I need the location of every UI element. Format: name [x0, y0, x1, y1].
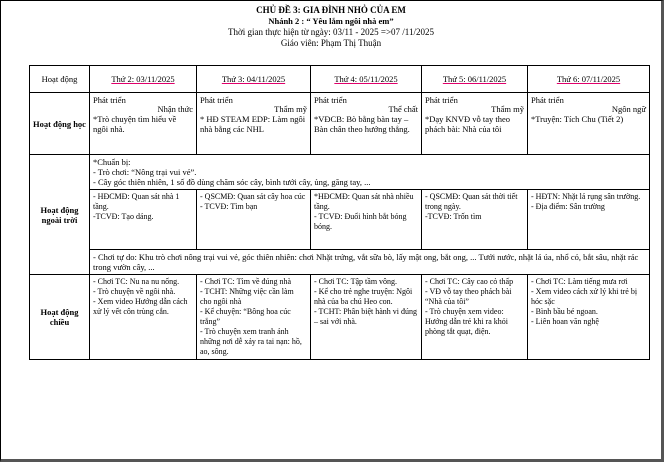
- theme-title: CHỦ ĐỀ 3: GIA ĐÌNH NHỎ CỦA EM: [256, 5, 406, 15]
- study-cell-friday: [528, 93, 650, 155]
- outdoor-cell-wednesday: [311, 190, 422, 250]
- subdomain-label: Nhận thức: [157, 104, 193, 114]
- outdoor-line: - TCVĐ: Tìm bạn: [200, 202, 258, 211]
- teacher-name: Giáo viên: Phạm Thị Thuận: [280, 38, 382, 48]
- afternoon-line: - Trò chuyện xem video: Hướng dẫn trẻ khi ra khỏi phòng tắt quạt, điện.: [425, 307, 508, 336]
- afternoon-line: - Chơi TC: Tập tầm vông.: [314, 277, 398, 286]
- activity-text: * HĐ STEAM EDP: Làm ngôi nhà bằng các NHL: [200, 114, 306, 134]
- outdoor-line: -TCVĐ: Tạo dáng.: [93, 212, 154, 221]
- domain-label: Phát triển: [314, 95, 347, 105]
- outdoor-line: -TCVĐ: Trốn tìm: [425, 212, 482, 221]
- afternoon-line: - TCHT: Những việc cần làm cho ngôi nhà: [200, 287, 294, 306]
- branch-title: Nhánh 2 : “ Yêu lắm ngôi nhà em”: [268, 16, 394, 26]
- outdoor-line: - QSCMĐ: Quan sát cây hoa cúc: [200, 192, 306, 201]
- afternoon-line: - TCHT: Phân biệt hành vi đúng – sai với nhà.: [314, 307, 417, 326]
- afternoon-line: - Trò chuyện xem tranh ảnh những nơi dễ xảy ra tai nạn: hồ, ao, sông.: [200, 327, 302, 356]
- afternoon-cell-tuesday: [197, 275, 311, 360]
- outdoor-prep-row: [30, 155, 650, 190]
- outdoor-cell-friday: [528, 190, 650, 250]
- outdoor-line: *HĐCMĐ: Quan sát nhà nhiều tầng.: [314, 192, 414, 211]
- time-range: Thời gian thực hiện từ ngày: 03/11 - 2025 =>07 /11/2025: [228, 27, 434, 37]
- subdomain-label: Thể chất: [388, 104, 418, 114]
- subdomain-label: Thẩm mỹ: [491, 104, 524, 114]
- day-wednesday: Thứ 4: 05/11/2025: [311, 66, 422, 93]
- domain-label: Phát triển: [200, 95, 233, 105]
- afternoon-line: - Xem video cách xử lý khi trẻ bị hóc sặc: [531, 287, 638, 306]
- afternoon-line: - Kể cho trẻ nghe truyện: Ngôi nhà của ba chú Heo con.: [314, 287, 413, 306]
- document-header: [1, 1, 661, 49]
- row-label-afternoon: Hoạt động chiều: [30, 275, 90, 360]
- activity-text: *Truyện: Tích Chu (Tiết 2): [531, 114, 624, 124]
- outdoor-cell-thursday: [422, 190, 528, 250]
- row-label-study: Hoạt động học: [30, 93, 90, 155]
- outdoor-activity-row: [30, 190, 650, 250]
- afternoon-line: - Chơi TC: Làm tiếng mưa rơi: [531, 277, 628, 286]
- afternoon-cell-friday: [528, 275, 650, 360]
- afternoon-line: - Kể chuyện: “Bông hoa cúc trắng”: [200, 307, 291, 326]
- domain-label: Phát triển: [531, 95, 564, 105]
- outdoor-free-row: [30, 250, 650, 275]
- afternoon-line: - Chơi TC: Cây cao cỏ thấp: [425, 277, 514, 286]
- outdoor-line: - HĐTN: Nhặt lá rụng sân trường.: [531, 192, 641, 201]
- table-header-row: [30, 66, 650, 93]
- day-tuesday: Thứ 3: 04/11/2025: [197, 66, 311, 93]
- afternoon-cell-monday: [90, 275, 197, 360]
- subdomain-label: Ngôn ngữ: [611, 104, 646, 114]
- free-play-cell: - Chơi tự do: Khu trò chơi nông trại vui vẻ, góc thiên nhiên: chơi Nhặt trứng, vắt sữa bò, lấy mật ong, bắt ong, ... Tưới nước, nhặt lá úa, nhổ cỏ, bắt sâu, nhặt rác trong vườn cây, ...: [90, 250, 650, 275]
- outdoor-cell-monday: [90, 190, 197, 250]
- afternoon-cell-thursday: [422, 275, 528, 360]
- activity-text: *VĐCB: Bò bằng bàn tay – Bàn chân theo hướng thẳng.: [314, 114, 410, 134]
- study-cell-monday: [90, 93, 197, 155]
- afternoon-line: - Chơi TC: Tìm về đúng nhà: [200, 277, 292, 286]
- afternoon-row: [30, 275, 650, 360]
- domain-label: Phát triển: [425, 95, 458, 105]
- study-cell-tuesday: [197, 93, 311, 155]
- study-row: [30, 93, 650, 155]
- afternoon-line: - Xem video Hướng dẫn cách xử lý vết côn trùng cắn.: [93, 297, 188, 316]
- outdoor-line: - TCVĐ: Đuổi hình bắt bóng bóng.: [314, 212, 407, 231]
- afternoon-line: - Trò chuyện về ngôi nhà.: [93, 287, 176, 296]
- afternoon-cell-wednesday: [311, 275, 422, 360]
- col-activity: Hoạt động: [30, 66, 90, 93]
- prep-line: *Chuẩn bị:: [93, 157, 131, 167]
- row-label-outdoor: Hoạt động ngoài trời: [30, 155, 90, 275]
- domain-label: Phát triển: [93, 95, 126, 105]
- prep-line: - Trò chơi: “Nông trại vui vẻ”.: [93, 167, 197, 177]
- outdoor-prep-cell: [90, 155, 650, 190]
- afternoon-line: - VĐ vỗ tay theo phách bài “Nhà của tôi”: [425, 287, 512, 306]
- day-monday: Thứ 2: 03/11/2025: [90, 66, 197, 93]
- outdoor-line: - HĐCMĐ: Quan sát nhà 1 tầng.: [93, 192, 180, 211]
- prep-line: - Cây góc thiên nhiên, 1 số đồ dùng chăm sóc cây, bình tưới cây, ủng, găng tay, ...: [93, 177, 371, 187]
- activity-text: *Dạy KNVĐ vỗ tay theo phách bài: Nhà của tôi: [425, 114, 510, 134]
- activity-text: *Trò chuyện tìm hiểu về ngôi nhà.: [93, 114, 177, 134]
- afternoon-line: - Liên hoan văn nghệ: [531, 317, 599, 326]
- afternoon-line: - Chơi TC: Nu na nu nống.: [93, 277, 180, 286]
- day-thursday: Thứ 5: 06/11/2025: [422, 66, 528, 93]
- study-cell-thursday: [422, 93, 528, 155]
- subdomain-label: Thẩm mỹ: [274, 104, 307, 114]
- weekly-plan-table: [29, 65, 650, 360]
- outdoor-line: - QSCMĐ: Quan sát thời tiết trong ngày.: [425, 192, 518, 211]
- day-friday: Thứ 6: 07/11/2025: [528, 66, 650, 93]
- outdoor-cell-tuesday: [197, 190, 311, 250]
- afternoon-line: - Bình bầu bé ngoan.: [531, 307, 598, 316]
- outdoor-line: - Địa điểm: Sân trường: [531, 202, 605, 211]
- study-cell-wednesday: [311, 93, 422, 155]
